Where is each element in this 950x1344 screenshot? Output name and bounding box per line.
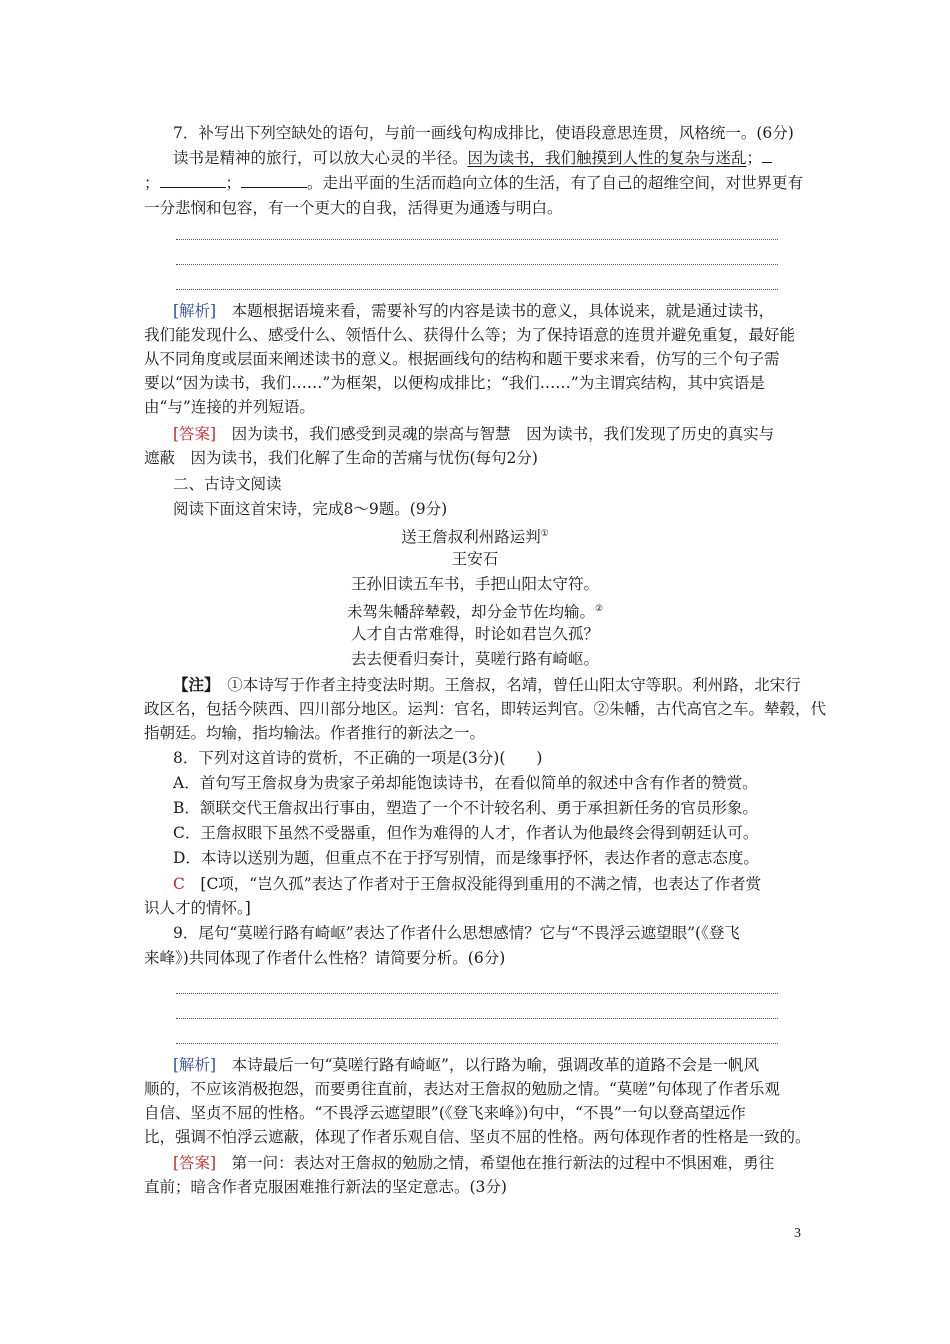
q7-answer-text-1: 因为读书，我们感受到灵魂的崇高与智慧 因为读书，我们发现了历史的真实与 bbox=[231, 425, 775, 443]
answer-line[interactable] bbox=[176, 264, 778, 265]
q9-answer-text-1: 第一问：表达对王詹叔的勉励之情，希望他在推行新法的过程中不惧困难，勇往 bbox=[231, 1154, 775, 1172]
answer-line[interactable] bbox=[176, 289, 778, 290]
note-tag: 【注】 bbox=[173, 675, 212, 694]
answer-line[interactable] bbox=[176, 993, 778, 994]
poem-author: 王安石 bbox=[451, 550, 499, 568]
q9-analysis-line-3: 自信、坚贞不屈的性格。“不畏浮云遮望眼”(《登飞来峰》)句中，“不畏”一句以登高望远作 bbox=[144, 1104, 746, 1122]
q7-paragraph-line-1 bbox=[173, 147, 783, 169]
q9-analysis-line-2: 顺的，不应该消极抱怨，而要勇往直前，表达对王詹叔的勉励之情。“莫嗟”句体现了作者乐观 bbox=[144, 1080, 780, 1098]
q7-p1-after: ； bbox=[746, 149, 763, 167]
poem-line-3: 人才自古常难得，时论如君岂久孤？ bbox=[350, 625, 599, 643]
q8-answer-line-2: 识人才的情怀。] bbox=[144, 899, 251, 917]
note-line-3: 指朝廷。均输，指均输法。作者推行的新法之一。 bbox=[144, 724, 486, 742]
q7-underlined-sentence: 因为读书，我们触摸到人性的复杂与迷乱 bbox=[467, 149, 747, 167]
poem-title bbox=[0, 523, 950, 548]
q7-answer-tag: [答案] bbox=[173, 425, 217, 443]
q7-analysis-line-2: 我们能发现什么、感受什么、领悟什么、获得什么等；为了保持语意的连贯并避免重复，最好能 bbox=[144, 326, 796, 344]
q7-paragraph-line-2 bbox=[144, 172, 804, 194]
poem-line-4: 去去便看归奏计，莫嗟行路有崎岖。 bbox=[350, 650, 599, 668]
answer-line[interactable] bbox=[176, 239, 778, 240]
q8-answer-text-1: [C项，“岂久孤”表达了作者对于王詹叔没能得到重用的不满之情，也表达了作者赏 bbox=[200, 875, 762, 893]
q9-analysis-line-1 bbox=[173, 1054, 783, 1076]
q7-sep-1: ； bbox=[144, 174, 160, 192]
q7-analysis-line-5: 由“与”连接的并列短语。 bbox=[144, 398, 315, 416]
note-line-1 bbox=[173, 674, 801, 696]
q9-analysis-tag: [解析] bbox=[173, 1056, 217, 1074]
q9-answer-tag: [答案] bbox=[173, 1154, 217, 1172]
poem-line-2 bbox=[0, 598, 950, 623]
section-intro: 阅读下面这首宋诗，完成8～9题。(9分) bbox=[173, 500, 448, 518]
q7-blank-1-start[interactable] bbox=[762, 148, 772, 163]
page-number: 3 bbox=[794, 1226, 801, 1241]
q7-stem: 7．补写出下列空缺处的语句，与前一画线句构成排比，使语段意思连贯，风格统一。(6分) bbox=[173, 124, 794, 142]
q9-stem-line-1: 9．尾句“莫嗟行路有崎岖”表达了作者什么思想感情？它与“不畏浮云遮望眼”(《登飞 bbox=[173, 924, 740, 942]
q8-stem: 8．下列对这首诗的赏析，不正确的一项是(3分)( ) bbox=[173, 749, 543, 767]
q7-analysis-line-1 bbox=[173, 300, 783, 322]
q7-blank-3[interactable] bbox=[241, 173, 307, 188]
q7-sep-2: ； bbox=[225, 174, 242, 192]
q7-answer-line-2: 遮蔽 因为读书，我们化解了生命的苦痛与忧伤(每句2分) bbox=[144, 449, 538, 467]
note-line-2: 政区名，包括今陕西、四川部分地区。运判：官名，即转运判官。②朱幡，古代高官之车。辇毂，代 bbox=[144, 700, 827, 718]
q7-p2-text: 。走出平面的生活而趋向立体的生活，有了自己的超维空间，对世界更有 bbox=[307, 174, 804, 192]
poem-title-footnote-mark: ① bbox=[540, 529, 549, 539]
poem-line-2-text: 未驾朱幡辞辇毂，却分金节佐均输。 bbox=[346, 603, 595, 622]
poem-line-1: 王孙旧读五车书，手把山阳太守符。 bbox=[350, 575, 599, 593]
q9-analysis-text-1: 本诗最后一句“莫嗟行路有崎岖”，以行路为喻，强调改革的道路不会是一帆风 bbox=[231, 1056, 759, 1074]
q8-answer-letter: C bbox=[173, 875, 185, 893]
q9-analysis-line-4: 比，强调不怕浮云遮蔽，体现了作者乐观自信、坚贞不屈的性格。两句体现作者的性格是一致的。 bbox=[144, 1128, 811, 1146]
q8-option-a[interactable]: A．首句写王詹叔身为贵家子弟却能饱读诗书，在看似简单的叙述中含有作者的赞赏。 bbox=[173, 774, 758, 792]
poem-line-2-footnote-mark: ② bbox=[594, 604, 604, 614]
q8-option-b[interactable]: B．颔联交代王詹叔出行事由，塑造了一个不计较名利、勇于承担新任务的官员形象。 bbox=[173, 799, 758, 817]
q7-paragraph-line-3: 一分悲悯和包容，有一个更大的自我，活得更为通透与明白。 bbox=[144, 199, 563, 217]
q8-answer-line-1 bbox=[173, 873, 783, 895]
q9-stem-line-2: 来峰》)共同体现了作者什么性格？请简要分析。(6分) bbox=[144, 949, 506, 967]
poem-title-text: 送王詹叔利州路运判 bbox=[401, 528, 541, 547]
q7-analysis-tag: [解析] bbox=[173, 302, 217, 320]
q7-analysis-line-3: 从不同角度或层面来阐述读书的意义。根据画线句的结构和题干要求来看，仿写的三个句子需 bbox=[144, 350, 780, 368]
q7-p1-before: 读书是精神的旅行，可以放大心灵的半径。 bbox=[173, 149, 468, 167]
section-heading: 二、古诗文阅读 bbox=[173, 475, 282, 493]
answer-line[interactable] bbox=[176, 1018, 778, 1019]
answer-line[interactable] bbox=[176, 1043, 778, 1044]
q7-analysis-line-4: 要以“因为读书，我们……”为框架，以便构成排比；“我们……”为主谓宾结构，其中宾语是 bbox=[144, 374, 765, 392]
q9-answer-line-2: 直前；暗含作者克服困难推行新法的坚定意志。(3分) bbox=[144, 1178, 507, 1196]
q9-answer-line-1 bbox=[173, 1152, 783, 1174]
q8-option-c[interactable]: C．王詹叔眼下虽然不受器重，但作为难得的人才，作者认为他最终会得到朝廷认可。 bbox=[173, 824, 759, 842]
q8-option-d[interactable]: D．本诗以送别为题，但重点不在于抒写别情，而是缘事抒怀，表达作者的意志态度。 bbox=[173, 849, 759, 867]
note-text-1: ①本诗写于作者主持变法时期。王詹叔，名靖，曾任山阳太守等职。利州路，北宋行 bbox=[227, 676, 801, 694]
q7-analysis-text-1: 本题根据语境来看，需要补写的内容是读书的意义，具体说来，就是通过读书， bbox=[231, 302, 775, 320]
q7-blank-2[interactable] bbox=[160, 173, 226, 188]
q7-answer-line-1 bbox=[173, 423, 783, 445]
